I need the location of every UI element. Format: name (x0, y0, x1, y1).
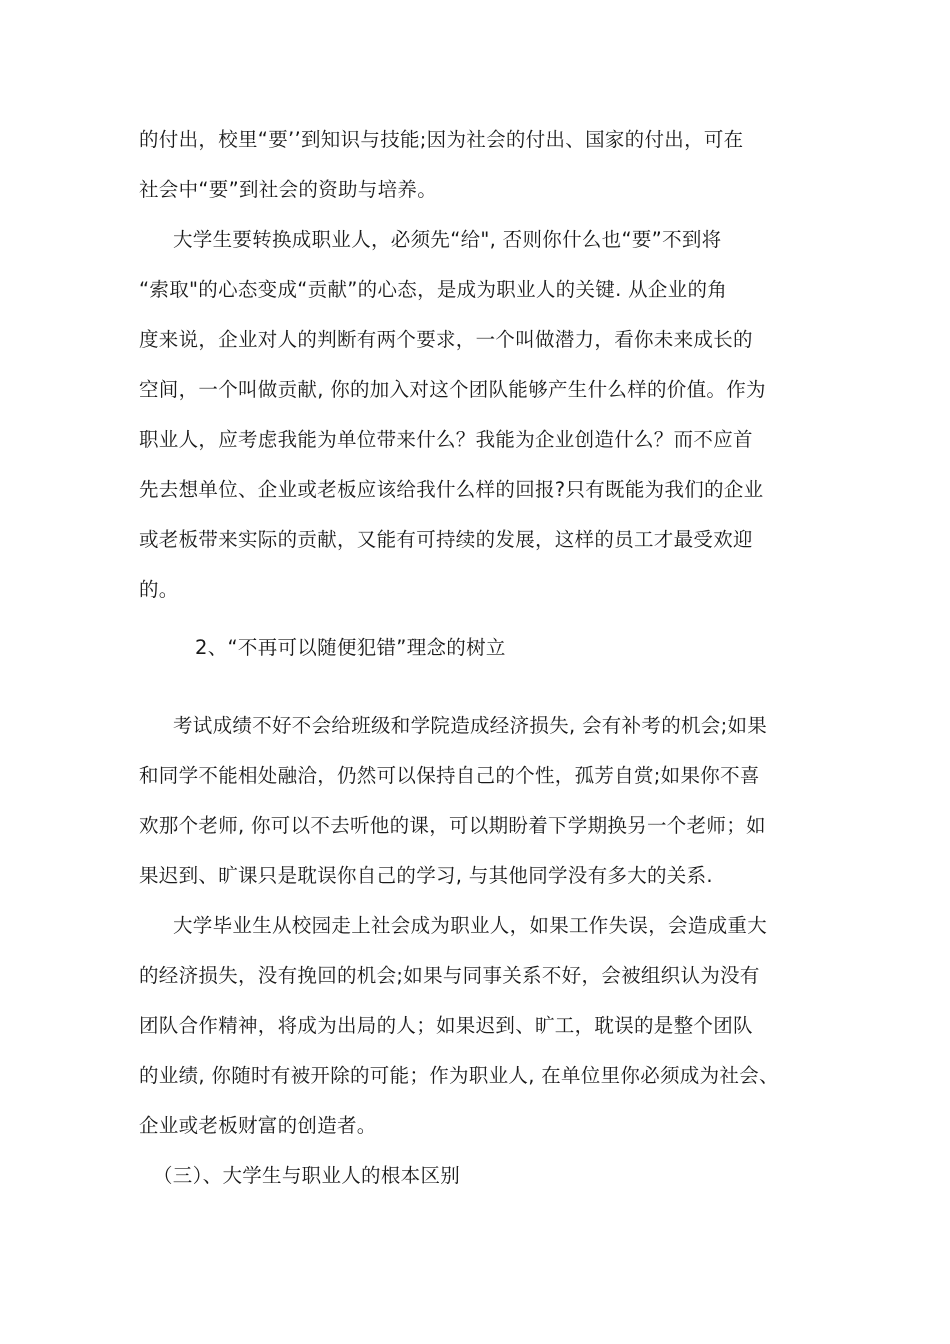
paragraph-line: 的业绩, 你随时有被开除的可能；作为职业人, 在单位里你必须成为社会、 (139, 1064, 779, 1087)
paragraph-line: 或老板带来实际的贡献，又能有可持续的发展，这样的员工才最受欢迎 (139, 528, 753, 551)
paragraph-line: 度来说，企业对人的判断有两个要求，一个叫做潜力，看你未来成长的 (139, 328, 753, 351)
paragraph-line: 考试成绩不好不会给班级和学院造成经济损失, 会有补考的机会;如果 (173, 714, 768, 737)
paragraph-line: 的付出，校里“要’’到知识与技能;因为社会的付出、国家的付出，可在 (139, 128, 744, 151)
paragraph-line: 和同学不能相处融洽，仍然可以保持自己的个性，孤芳自赏;如果你不喜 (139, 764, 760, 787)
paragraph-line: 社会中“要”到社会的资助与培养。 (139, 178, 438, 201)
paragraph-line: 大学生要转换成职业人，必须先“给", 否则你什么也“要”不到将 (173, 228, 722, 251)
paragraph-line: 空间，一个叫做贡献, 你的加入对这个团队能够产生什么样的价值。作为 (139, 378, 766, 401)
paragraph-line: 企业或老板财富的创造者。 (139, 1114, 377, 1137)
paragraph-line: 职业人，应考虑我能为单位带来什么？我能为企业创造什么？而不应首 (139, 428, 753, 451)
section-heading: （三）、大学生与职业人的根本区别 (153, 1164, 461, 1187)
paragraph-line: 欢那个老师, 你可以不去听他的课，可以期盼着下学期换另一个老师；如 (139, 814, 766, 837)
paragraph-line: 的。 (139, 578, 179, 601)
paragraph-line: “索取"的心态变成“贡献”的心态，是成为职业人的关键. 从企业的角 (139, 278, 728, 301)
paragraph-line: 果迟到、旷课只是耽误你自己的学习, 与其他同学没有多大的关系. (139, 864, 713, 887)
paragraph-line: 的经济损失，没有挽回的机会;如果与同事关系不好，会被组织认为没有 (139, 964, 760, 987)
paragraph-line: 团队合作精神，将成为出局的人；如果迟到、旷工，耽误的是整个团队 (139, 1014, 753, 1037)
subsection-heading: 2、“不再可以随便犯错”理念的树立 (195, 636, 506, 659)
paragraph-line: 先去想单位、企业或老板应该给我什么样的回报?只有既能为我们的企业 (139, 478, 764, 501)
paragraph-line: 大学毕业生从校园走上社会成为职业人，如果工作失误，会造成重大 (173, 914, 768, 937)
